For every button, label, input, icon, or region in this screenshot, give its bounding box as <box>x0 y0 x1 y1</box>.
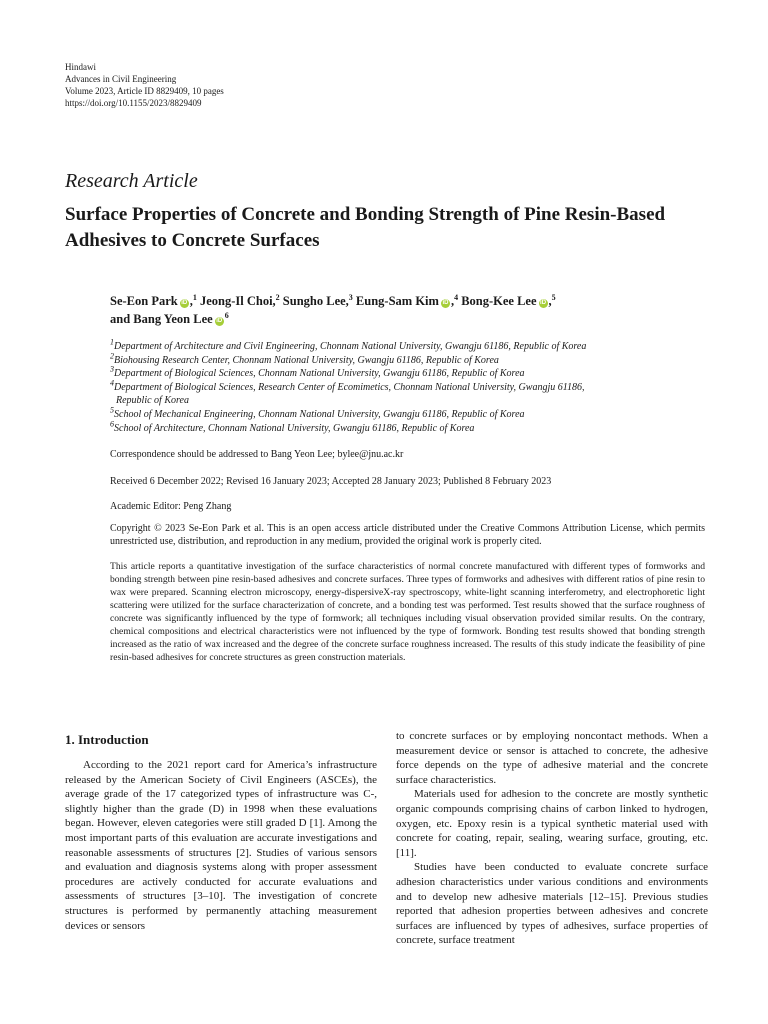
author-sup: 4 <box>454 292 459 302</box>
affiliation-text: Biohousing Research Center, Chonnam National University, Gwangju 61186, Republic of Korea <box>114 354 499 366</box>
affiliation-item <box>110 351 710 368</box>
author-3: Eung-Sam Kim <box>355 294 439 308</box>
abstract: This article reports a quantitative investigation of the surface characteristics of normal concrete manufactured with different types of formworks and bonding strength between pine resin-based adhesives and concrete surfaces. Three types of formworks and adhesives with different ratios of pine resin to wax were prepared. Scanning electron microscopy, energy-dispersiveX-ray spectroscopy, white-light scanning interferometry, and electrophoretic light scattering were utilized for the surface characterization of concrete, and a bonding test was performed. Test results showed that the surface roughness of concrete was significantly influenced by the type of formwork; all techniques including visual observation provided similar results. On the contrary, chemical compositions and electrical characteristics were not influenced by the type of formwork. Bonding test results showed that bonding strength increased as the ratio of wax increased and the degree of the concrete surface roughness increased. The results of this study indicate the feasibility of pine resin-based adhesives for concrete structures as green construction materials. <box>110 561 705 663</box>
paragraph: to concrete surfaces or by employing noncontact methods. When a measurement device or sensor is attached to concrete, the adhesive force depends on the type of adhesive material and the concrete surface characteristics. <box>396 730 708 786</box>
affiliation-sup: 6 <box>110 419 114 429</box>
affiliation-item <box>110 405 710 422</box>
affiliation-text: Department of Biological Sciences, Research Center of Ecomimetics, Chonnam National University, Gwangju 61186, <box>114 381 585 393</box>
orcid-icon[interactable]: iD <box>216 318 223 324</box>
correspondence: Correspondence should be addressed to Bang Yeon Lee; bylee@jnu.ac.kr <box>110 449 404 460</box>
journal-meta <box>65 61 224 109</box>
affiliation-text: School of Mechanical Engineering, Chonnam National University, Gwangju 61186, Republic of Korea <box>114 408 525 420</box>
academic-editor: Academic Editor: Peng Zhang <box>110 501 232 512</box>
paragraph: According to the 2021 report card for America’s infrastructure released by the American Society of Civil Engineers (ASCEs), the average grade of the 17 categorized types of infrastructure was C-, slightly higher than the grade (D) in 1998 when these evaluations began. However, eleven categories were still graded D [1]. Among the most important parts of this evaluation are accurate investigations and reasonable assessments of structures [2]. Studies of various sensors and evaluation and diagnosis systems along with proper assessment procedures are actively conducted for accurate evaluations and assessments of structures [3–10]. The investigation of concrete structures is performed by permanently attaching measurement devices or sensors <box>65 759 377 932</box>
orcid-icon[interactable]: iD <box>442 300 449 306</box>
author-sup: 3 <box>348 292 353 302</box>
affiliation-text: School of Architecture, Chonnam National University, Gwangju 61186, Republic of Korea <box>114 422 475 434</box>
publisher-name: Hindawi <box>65 62 96 72</box>
orcid-icon[interactable]: iD <box>181 300 188 306</box>
author-2: Sungho Lee <box>282 294 346 308</box>
affiliation-item <box>110 337 710 354</box>
section-heading: 1. Introduction <box>65 732 149 747</box>
affiliation-item <box>110 364 710 381</box>
paragraph: Studies have been conducted to evaluate concrete surface adhesion characteristics under various conditions and environments and to develop new adhesive materials [12–15]. Previous studies reported that adhesion properties between adhesives and concrete surfaces are influenced by types of adhesives, surface properties of concrete, surface treatment <box>396 861 708 947</box>
author-0: Se-Eon Park <box>110 294 178 308</box>
affiliation-sup: 1 <box>110 337 114 347</box>
orcid-icon[interactable]: iD <box>540 300 547 306</box>
author-sup: 1 <box>192 292 197 302</box>
affiliation-item <box>110 378 710 395</box>
author-list: Se-Eon Park iD ,$^1$ Jeong-Il Choi,$^2$ Sungho Lee,$^3$ Eung-Sam Kim iD ,$^4$ Bong-Kee Lee iD ,$^5$ and Bang Yeon Lee $iD^6$ <box>110 292 556 326</box>
affiliation-list <box>110 337 710 435</box>
right-column <box>396 729 708 948</box>
doi-link[interactable]: https://doi.org/10.1155/2023/8829409 <box>65 98 202 108</box>
volume-line: Volume 2023, Article ID 8829409, 10 pages <box>65 86 224 96</box>
author-4: Bong-Kee Lee <box>461 294 537 308</box>
affiliation-item <box>110 419 710 436</box>
author-sup: 2 <box>275 292 280 302</box>
affiliation-sup: 2 <box>110 351 114 361</box>
affiliation-text: Department of Biological Sciences, Chonnam National University, Gwangju 61186, Republic of Korea <box>114 368 525 380</box>
paragraph: Materials used for adhesion to the concrete are mostly synthetic organic compounds comprising chains of carbon linked to hydrogen, oxygen, etc. Epoxy resin is a typical synthetic material used with concrete for coating, repair, sealing, wearing surface, grouting, etc. [11]. <box>396 788 708 859</box>
author-5: and Bang Yeon Lee <box>110 312 213 326</box>
author-1: Jeong-Il Choi <box>199 294 273 308</box>
publication-dates: Received 6 December 2022; Revised 16 January 2023; Accepted 28 January 2023; Published 8 February 2023 <box>110 476 552 487</box>
affiliation-sup: 3 <box>110 364 114 374</box>
affiliation-continuation: Republic of Korea <box>116 395 189 407</box>
affiliation-sup: 4 <box>110 378 114 388</box>
author-sup: 6 <box>224 310 229 320</box>
article-type: Research Article <box>65 170 198 192</box>
left-column <box>65 732 377 933</box>
journal-name: Advances in Civil Engineering <box>65 74 177 84</box>
copyright-notice: Copyright © 2023 Se-Eon Park et al. This is an open access article distributed under the Creative Commons Attribution License, which permits unrestricted use, distribution, and reproduction in any medium, provided the original work is properly cited. <box>110 523 705 547</box>
article-title: Surface Properties of Concrete and Bonding Strength of Pine Resin-Based Adhesives to Concrete Surfaces <box>65 204 666 251</box>
affiliation-text: Department of Architecture and Civil Engineering, Chonnam National University, Gwangju 61186, Republic of Korea <box>114 341 587 352</box>
affiliation-sup: 5 <box>110 405 114 415</box>
author-sup: 5 <box>551 292 556 302</box>
